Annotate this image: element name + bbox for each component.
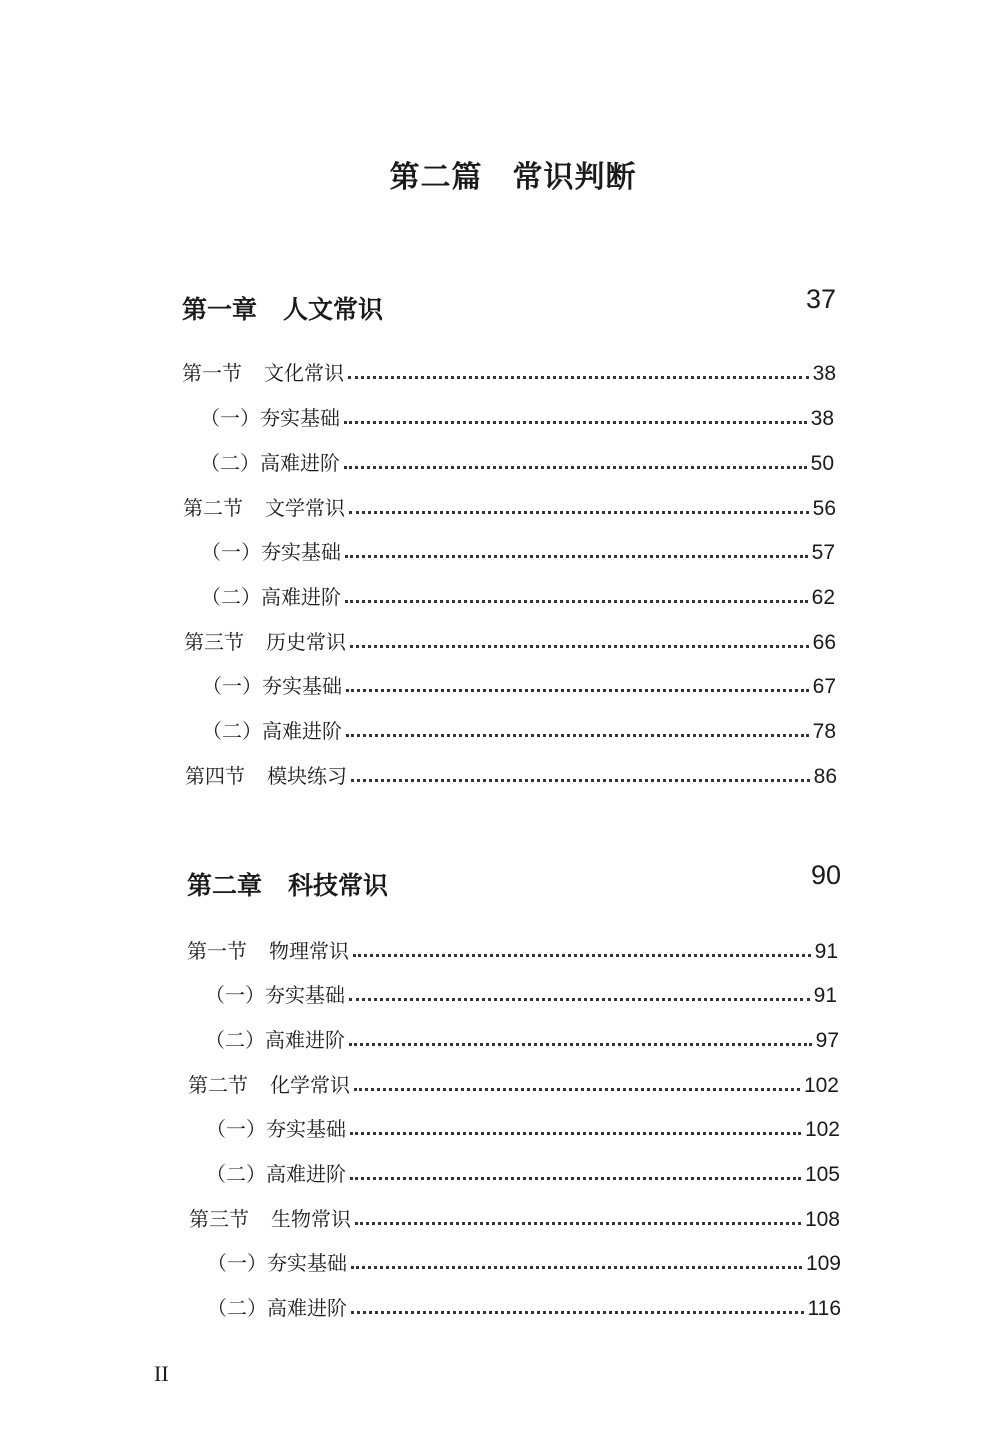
dot-leader (351, 1266, 802, 1269)
toc-entry-label: 第四节 模块练习 (185, 764, 347, 788)
toc-page-number: 38 (812, 362, 836, 385)
chapter-name: 科技常识 (288, 871, 389, 900)
toc-entry-label: （二）高难进阶 (207, 1296, 347, 1320)
toc-page-number: 67 (812, 675, 836, 698)
chapter-heading[interactable] (187, 860, 841, 906)
toc-page-number: 66 (812, 631, 836, 654)
folio-page-number: II (154, 1361, 169, 1386)
dot-leader (345, 600, 808, 603)
toc-section-row[interactable] (185, 759, 837, 789)
chapter-number: 第一章 (182, 295, 258, 324)
dot-leader (346, 734, 809, 737)
dot-leader (351, 1311, 804, 1314)
dot-leader (355, 1222, 801, 1225)
dot-leader (351, 779, 810, 782)
chapter-page-number: 90 (810, 860, 841, 890)
toc-page-number: 97 (815, 1029, 839, 1052)
toc-section-row[interactable] (188, 1068, 839, 1098)
toc-subsection-row[interactable] (207, 1291, 841, 1321)
toc-entry-label: （一）夯实基础 (201, 540, 341, 564)
chapter-name: 人文常识 (283, 295, 384, 324)
toc-section-row[interactable] (184, 625, 836, 655)
dot-leader (345, 555, 808, 558)
toc-page-number: 91 (813, 984, 837, 1007)
toc-entry-label: 第一节 物理常识 (187, 939, 349, 963)
toc-subsection-row[interactable] (206, 1157, 840, 1187)
toc-subsection-row[interactable] (205, 1023, 839, 1053)
toc-entry-label: （二）高难进阶 (206, 1162, 346, 1186)
toc-page-number: 50 (810, 452, 834, 475)
part-name: 常识判断 (512, 160, 637, 195)
dot-leader (344, 421, 807, 424)
toc-entry-label: 第二节 文学常识 (183, 496, 345, 520)
dot-leader (344, 466, 807, 469)
toc-section-row[interactable] (187, 934, 838, 964)
toc-subsection-row[interactable] (205, 978, 837, 1008)
toc-page-number: 102 (803, 1074, 839, 1097)
toc-page-number: 78 (812, 720, 836, 743)
toc-entry-label: 第三节 历史常识 (184, 630, 346, 654)
toc-section-row[interactable] (183, 491, 836, 521)
toc-subsection-row[interactable] (201, 580, 835, 610)
toc-page-number: 57 (811, 541, 835, 564)
toc-entry-label: （一）夯实基础 (205, 983, 345, 1007)
toc-section-row[interactable] (182, 356, 836, 386)
toc-subsection-row[interactable] (202, 714, 836, 744)
toc-page-number: 86 (813, 765, 837, 788)
toc-page-number: 56 (812, 497, 836, 520)
toc-page-number: 105 (804, 1163, 840, 1186)
toc-page-number: 91 (814, 940, 838, 963)
chapter-title (182, 290, 383, 326)
toc-subsection-row[interactable] (206, 1112, 840, 1142)
toc-entry-label: （二）高难进阶 (201, 585, 341, 609)
dot-leader (349, 511, 809, 514)
toc-page-number: 109 (805, 1252, 841, 1275)
toc-entry-label: （一）夯实基础 (206, 1117, 346, 1141)
chapter-title (187, 866, 388, 902)
part-number: 第二篇 (389, 160, 483, 195)
dot-leader (348, 376, 809, 379)
chapter-heading[interactable] (182, 284, 836, 330)
toc-entry-label: 第三节 生物常识 (189, 1207, 351, 1231)
toc-entry-label: （二）高难进阶 (200, 451, 340, 475)
dot-leader (349, 1043, 812, 1046)
part-title (0, 152, 1000, 196)
toc-page-number: 102 (804, 1118, 840, 1141)
toc-subsection-row[interactable] (200, 446, 834, 476)
dot-leader (354, 1088, 800, 1091)
dot-leader (350, 1177, 801, 1180)
dot-leader (346, 689, 809, 692)
toc-subsection-row[interactable] (202, 669, 836, 699)
dot-leader (353, 954, 811, 957)
toc-entry-label: （二）高难进阶 (205, 1028, 345, 1052)
toc-page-number: 38 (810, 407, 834, 430)
toc-entry-label: （一）夯实基础 (202, 674, 342, 698)
toc-entry-label: 第一节 文化常识 (182, 361, 344, 385)
dot-leader (350, 645, 809, 648)
toc-section-row[interactable] (189, 1202, 840, 1232)
dot-leader (349, 998, 810, 1001)
toc-page-number: 62 (811, 586, 835, 609)
toc-subsection-row[interactable] (207, 1246, 841, 1276)
toc-entry-label: （二）高难进阶 (202, 719, 342, 743)
chapter-number: 第二章 (187, 871, 263, 900)
toc-subsection-row[interactable] (201, 535, 835, 565)
toc-subsection-row[interactable] (200, 401, 834, 431)
dot-leader (350, 1132, 801, 1135)
toc-entry-label: （一）夯实基础 (207, 1251, 347, 1275)
toc-page-number: 116 (807, 1297, 841, 1320)
toc-entry-label: （一）夯实基础 (200, 406, 340, 430)
toc-entry-label: 第二节 化学常识 (188, 1073, 350, 1097)
toc-page-number: 108 (804, 1208, 840, 1231)
chapter-page-number: 37 (805, 284, 836, 314)
